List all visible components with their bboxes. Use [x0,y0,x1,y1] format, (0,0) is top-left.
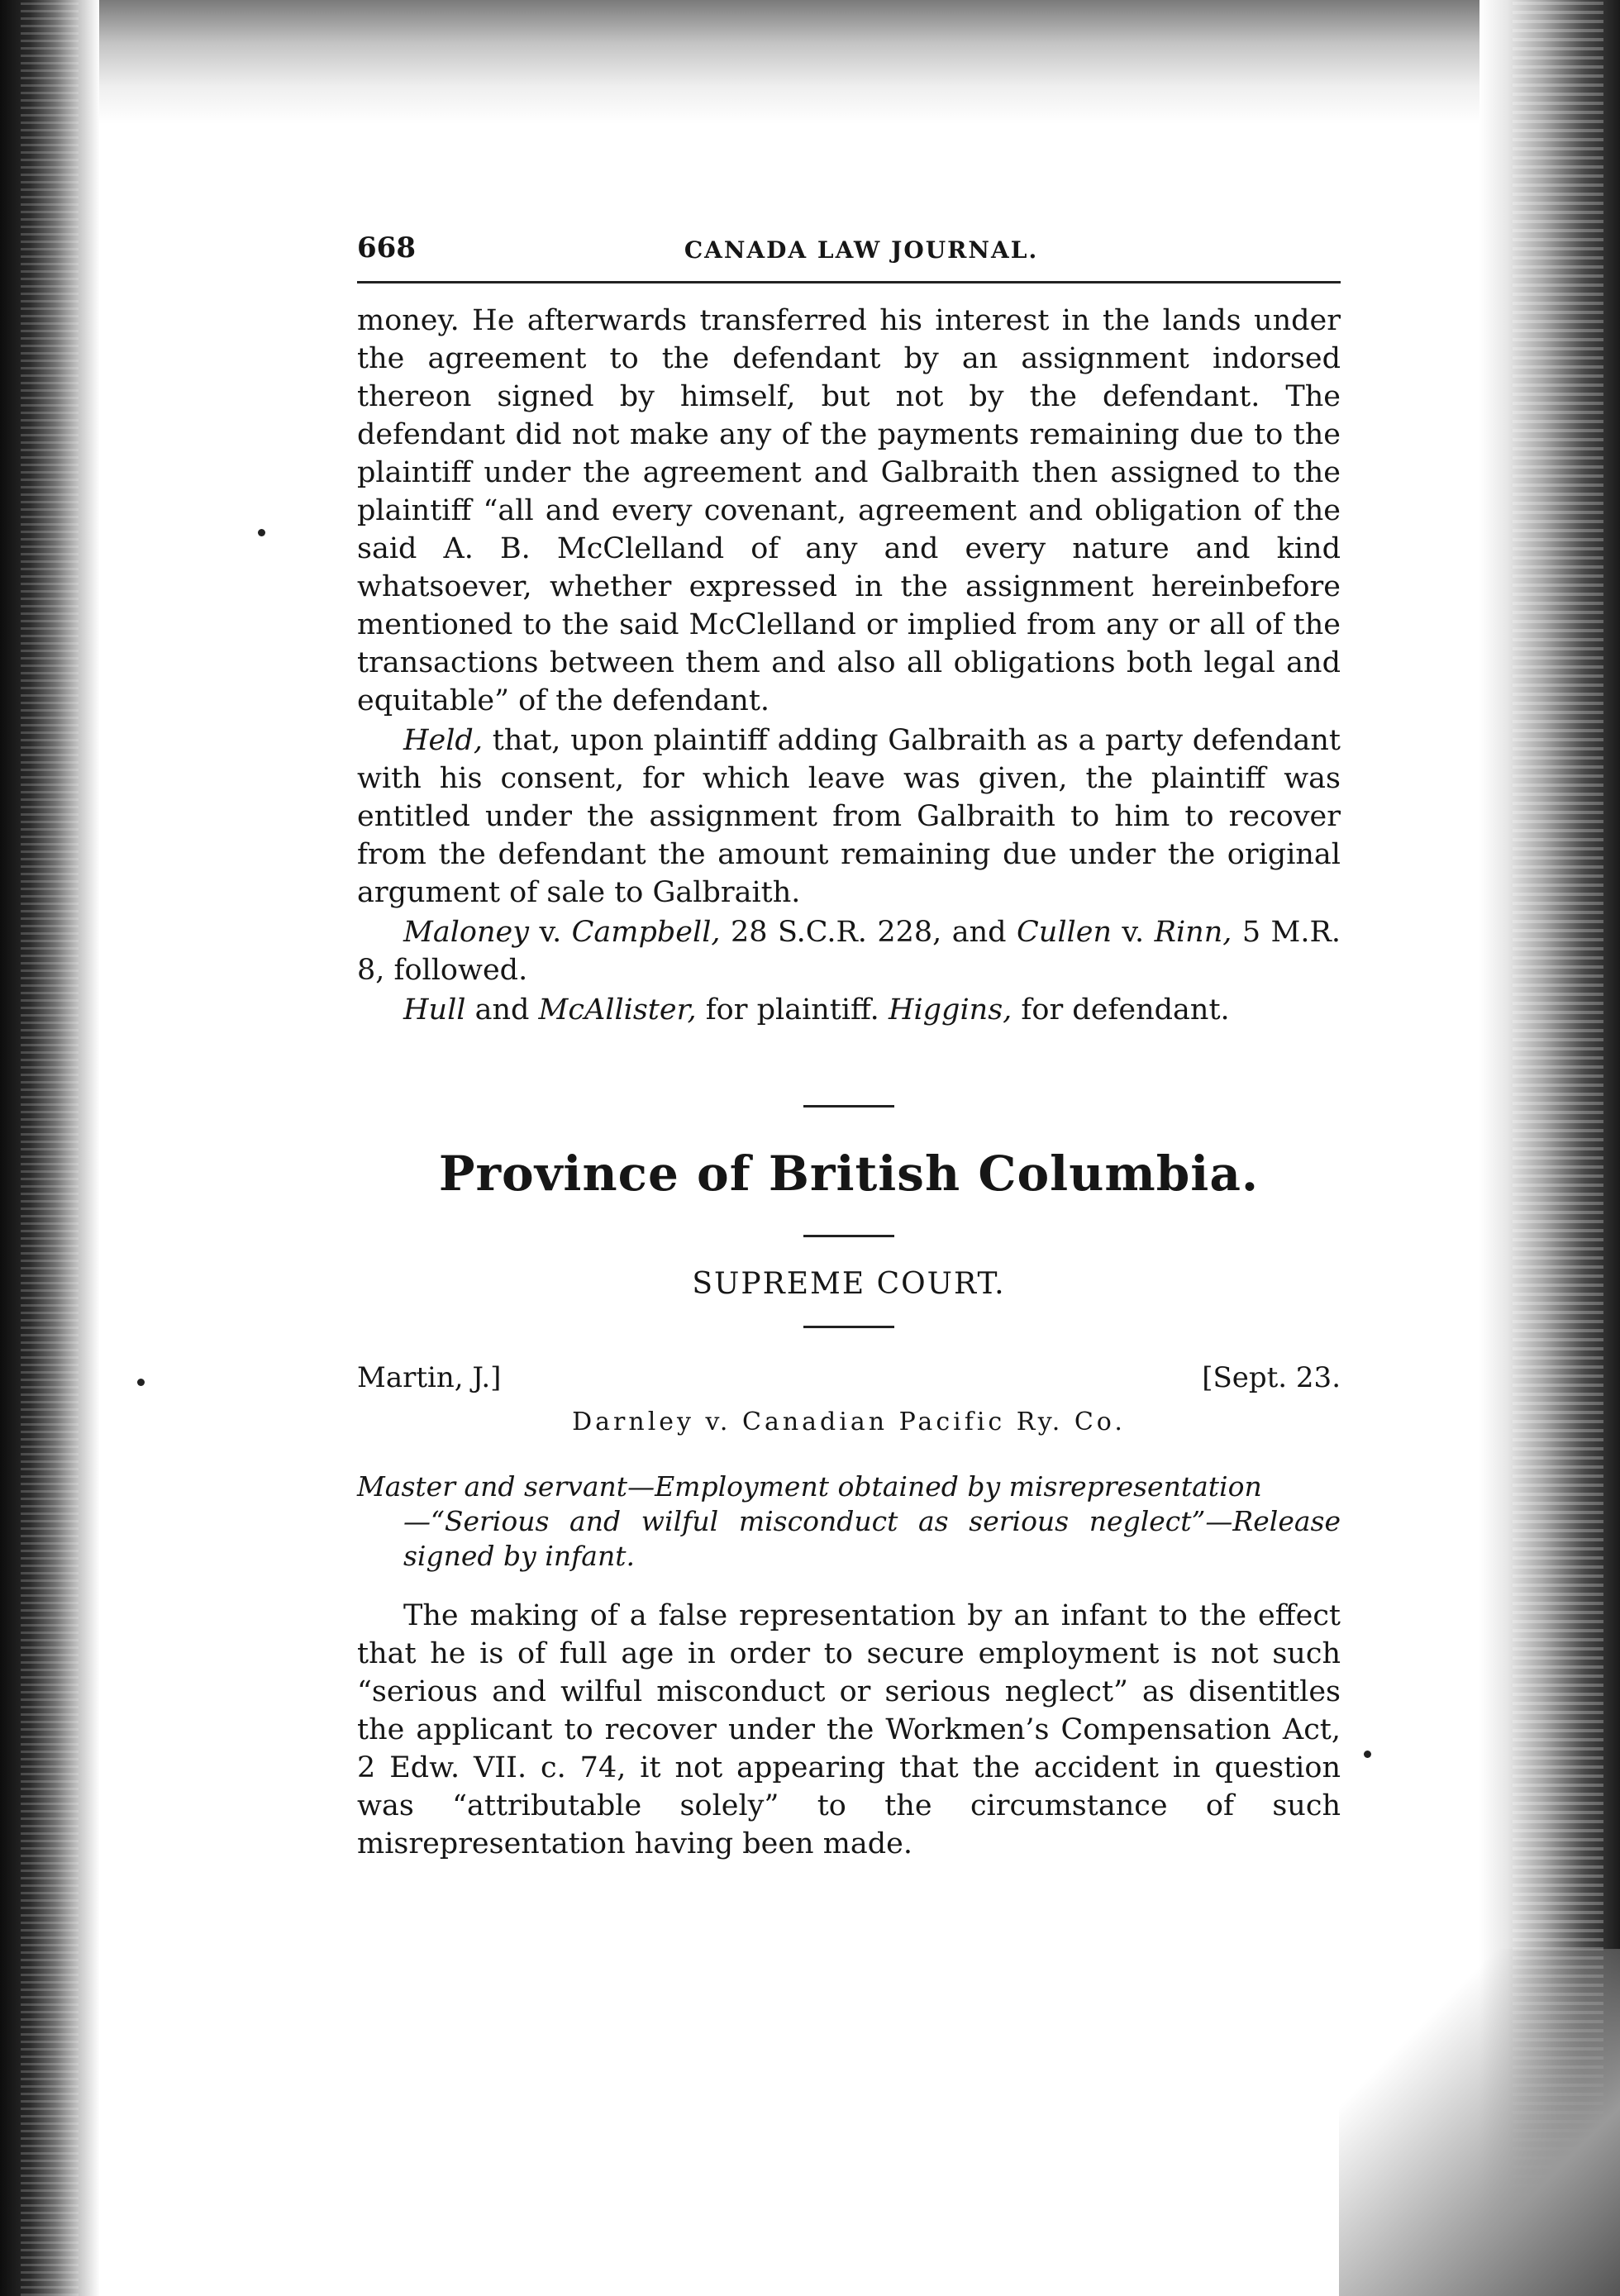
headnote [357,1470,1341,1574]
held-label: Held, [403,724,483,757]
citation-reference: 5 M.R. 8, followed. [357,916,1341,987]
header-rule [357,281,1341,283]
journal-title: CANADA LAW JOURNAL. [684,236,1039,264]
cited-case-campbell: Campbell, [571,916,721,949]
paragraph-continued: money. He afterwards transferred his interest in the lands under the agreement to the defendant by an assignment indorsed thereon signed by himself, but not by the defendant. The defendant did not make any of the payments remaining due to the plaintiff under the agreement and Galbraith then assigned to the plaintiff “all and every covenant, agreement and obligation of the said A. B. McClelland of any and every nature and kind whatsoever, whether expressed in the assignment hereinbefore mentioned to the said McClelland or implied from any or all of the transactions between them and also all obligations both legal and equitable” of the defendant. [357,304,1341,717]
held-text: that, upon plaintiff adding Galbraith as a party defendant with his consent, for which leave was given, the plaintiff was entitled under the assignment from Galbraith to him to recover from the defendant the amount remaining due under the original argument of sale to Galbraith. [357,724,1341,909]
margin-mark [137,1379,145,1386]
scan-edge-left-texture [21,0,79,2296]
page-number: 668 [357,231,416,264]
court-heading: SUPREME COURT. [692,1267,1006,1301]
counsel-higgins: Higgins, [888,993,1012,1027]
paragraph-counsel [357,991,1341,1029]
judge-name: Martin, J.] [357,1361,502,1394]
margin-mark [1364,1751,1371,1758]
cited-case-cullen: Cullen [1017,916,1112,949]
court-divider [803,1326,894,1328]
headnote-line: —“Serious and wilful misconduct as serious neglect”—Release signed by infant. [403,1505,1341,1572]
heading-divider [803,1235,894,1237]
counsel-and: and [465,993,539,1027]
running-head [357,231,1341,274]
section-divider [803,1105,894,1108]
journal-page [357,231,1341,1863]
cited-case-maloney: Maloney [403,916,529,949]
scan-edge-top [0,0,1620,124]
headnote-line: Master and servant—Employment obtained by misrepresentation [357,1470,1262,1503]
case-name: Darnley v. Canadian Pacific Ry. Co. [572,1408,1126,1436]
counsel-mcallister: McAllister, [538,993,697,1027]
scan-edge-bottom-right [1339,1949,1620,2296]
decision-date: [Sept. 23. [1202,1361,1341,1394]
counsel-for-defendant: for defendant. [1012,993,1230,1027]
counsel-for-plaintiff: for plaintiff. [696,993,889,1027]
versus-text: v. [529,916,572,949]
versus-text: v. [1111,916,1155,949]
margin-mark [258,529,265,536]
judge-date-line [357,1361,1341,1401]
province-heading: Province of British Columbia. [438,1146,1260,1202]
cited-case-rinn: Rinn, [1154,916,1232,949]
case-summary: The making of a false representation by an infant to the effect that he is of full age in order to secure employment is not such “serious and wilful misconduct or serious neglect” as disentitles the applicant to recover under the Workmen’s Compensation Act, 2 Edw. VII. c. 74, it not appearing that the accident in question was “attributable solely” to the circumstance of such misrepresentation having been made. [357,1599,1341,1860]
counsel-hull: Hull [403,993,466,1027]
citation-reference: 28 S.C.R. 228, and [720,916,1017,949]
paragraph-citations [357,913,1341,989]
paragraph-held [357,722,1341,912]
